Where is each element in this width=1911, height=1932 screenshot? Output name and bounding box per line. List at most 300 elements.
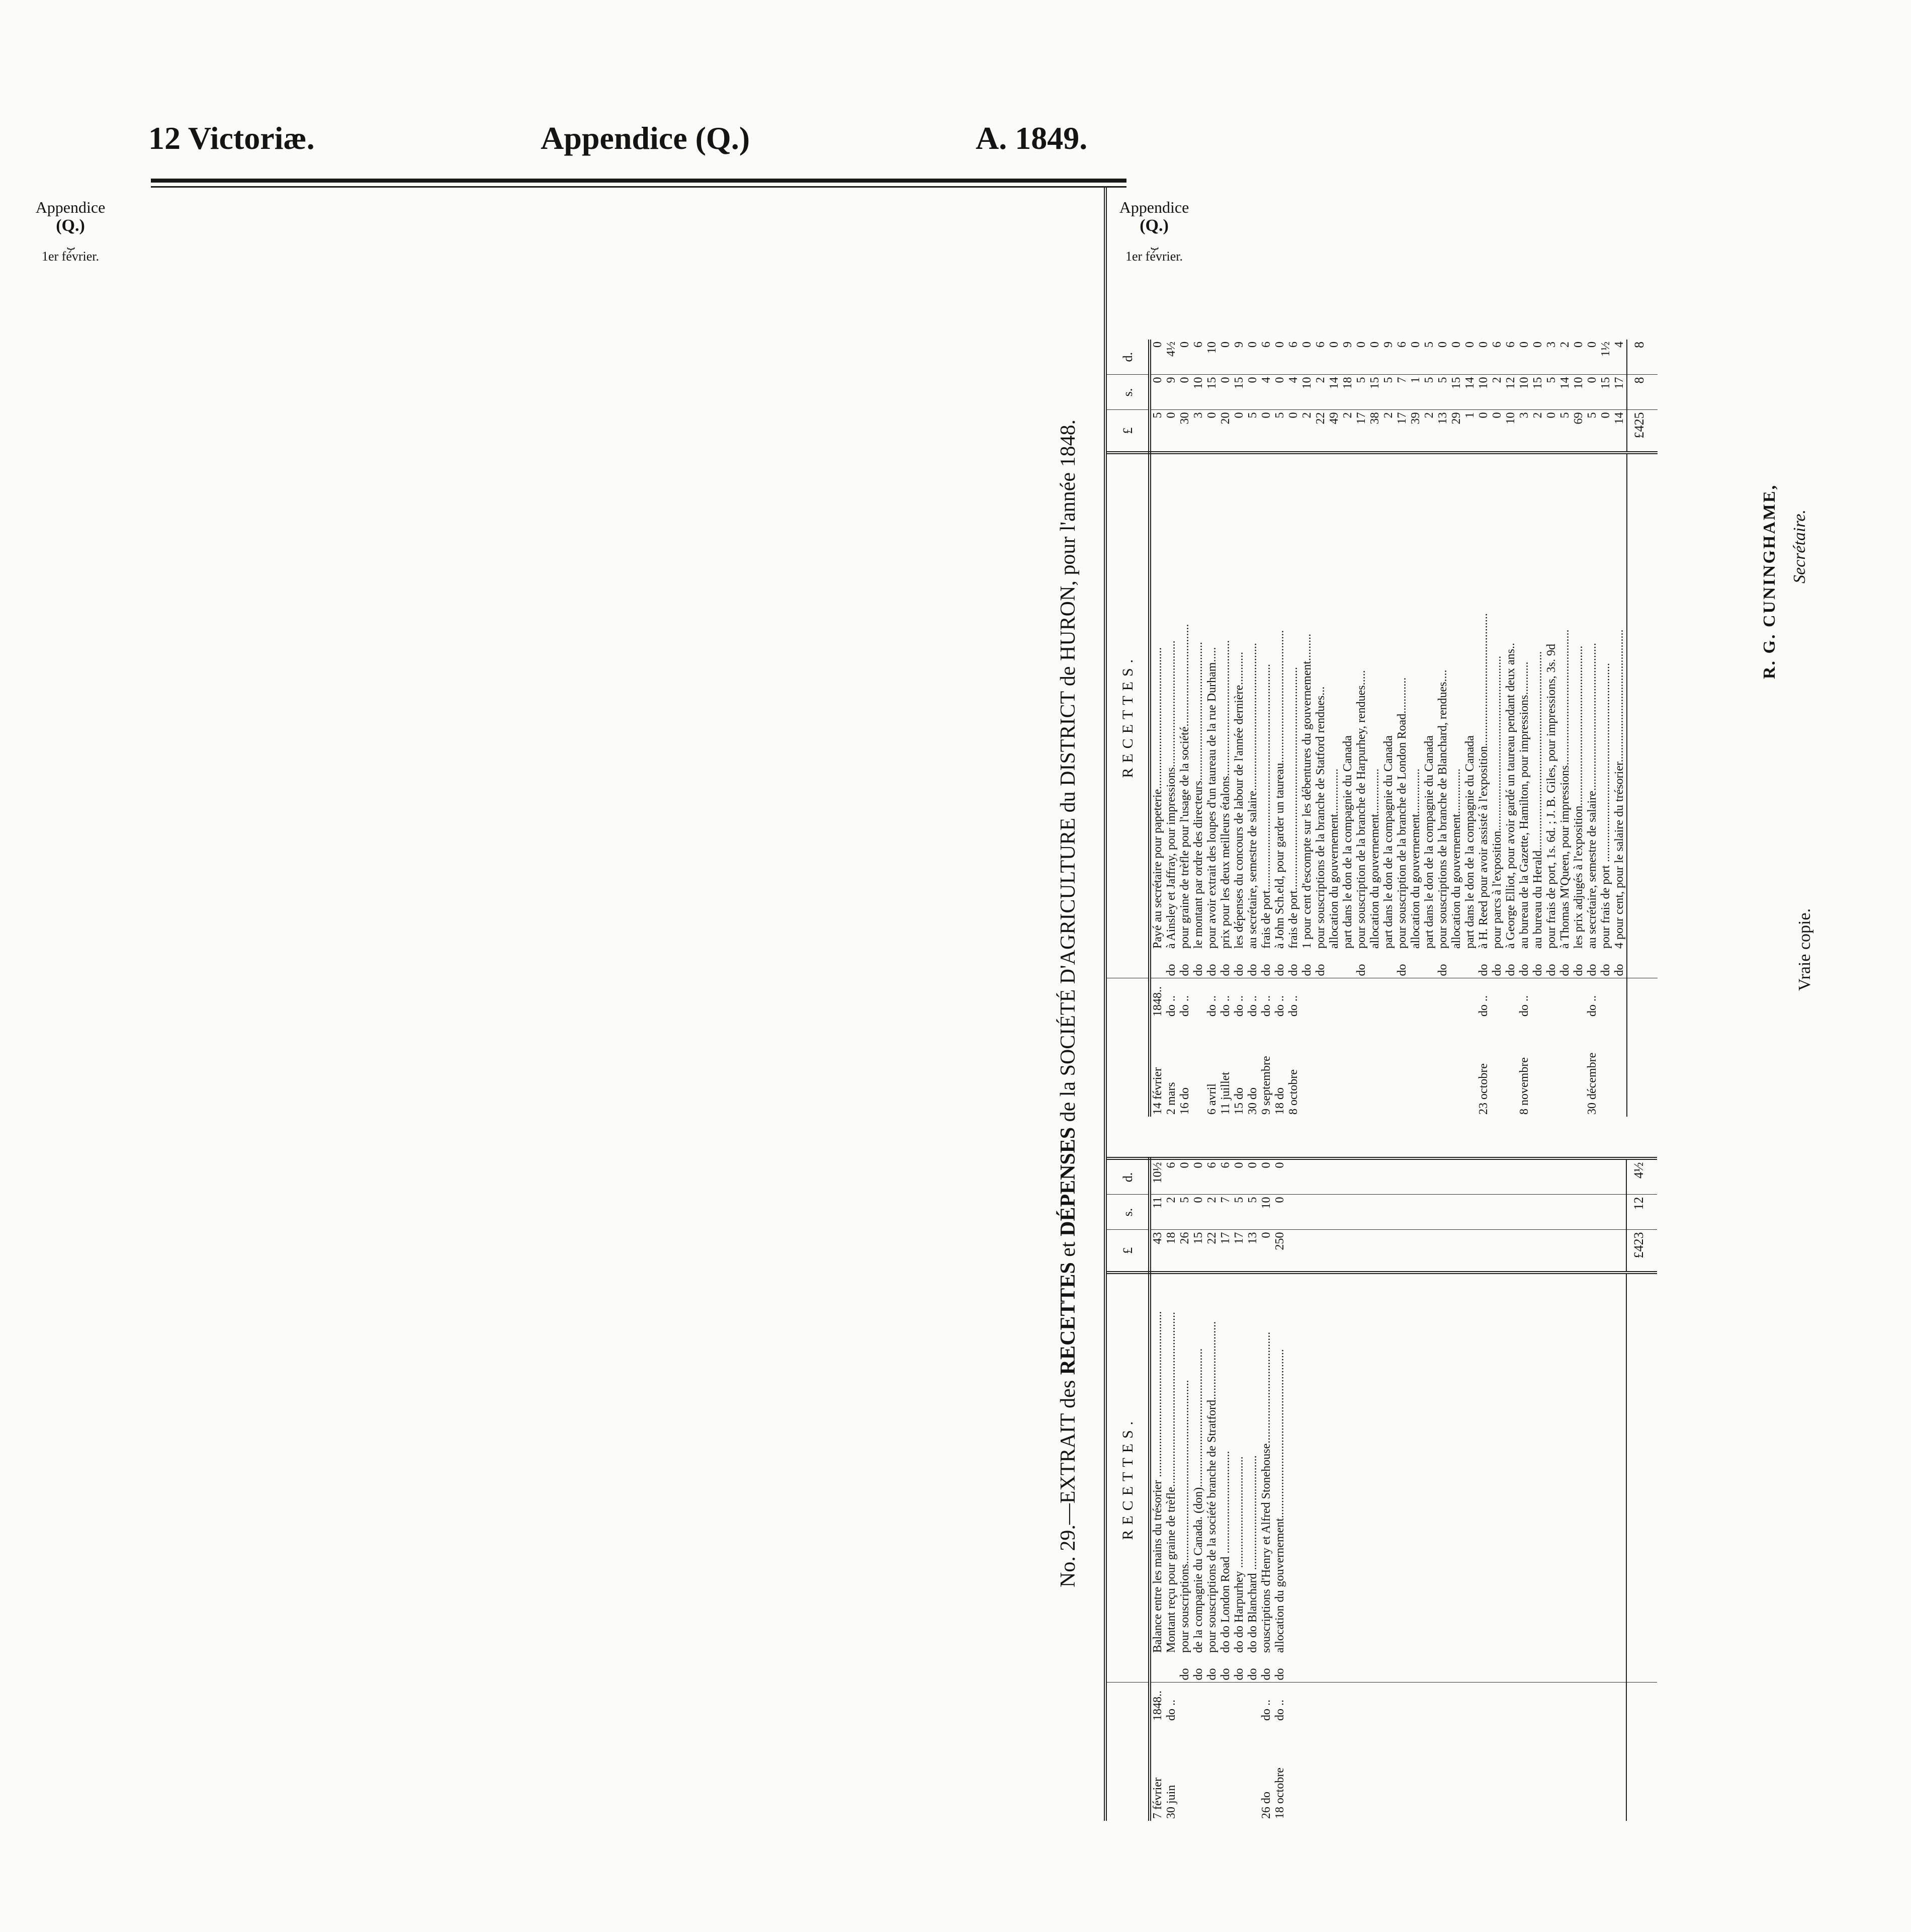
table-row [1178, 1159, 1192, 1821]
row-year [1382, 978, 1396, 1019]
spacer-cell [1545, 1230, 1558, 1273]
row-pounds: 2 [1300, 410, 1314, 453]
row-shillings: 11 [1150, 1195, 1165, 1230]
row-ditto [1423, 951, 1436, 978]
spacer-cell [1396, 1230, 1409, 1273]
spacer-cell [1463, 1273, 1477, 1655]
spacer-cell [1558, 1723, 1572, 1821]
row-ditto [1341, 951, 1355, 978]
row-date: 18 octobre [1273, 1768, 1286, 1819]
spacer-cell [1409, 1159, 1423, 1195]
row-shillings: 2 [1491, 375, 1504, 410]
spacer-cell [1382, 1273, 1396, 1655]
row-shillings: 5 [1246, 1195, 1260, 1230]
receipts-body [1150, 1159, 1657, 1821]
table-row [1613, 340, 1627, 1117]
table-row [1518, 340, 1531, 1117]
expenses-body [1150, 340, 1658, 1117]
row-shillings: 15 [1450, 375, 1463, 410]
row-ditto: do [1504, 964, 1517, 976]
margin-note-letter: (Q.) [56, 216, 85, 235]
row-pence: 0 [1273, 1159, 1287, 1195]
spacer-cell [1314, 1195, 1328, 1230]
margin-note-date: 1er février. [41, 249, 100, 264]
row-description: allocation du gouvernement............... [1450, 453, 1463, 951]
row-year [1599, 978, 1613, 1019]
spacer-cell [1382, 1195, 1396, 1230]
row-shillings: 10 [1300, 375, 1314, 410]
pence-header: d. [1107, 340, 1150, 375]
spacer-cell [1599, 1159, 1613, 1195]
row-date: 18 do [1273, 1087, 1286, 1115]
spacer-cell [1450, 1273, 1463, 1655]
spacer-cell [1300, 1230, 1314, 1273]
row-date [1314, 1019, 1328, 1117]
spacer-cell [1504, 1273, 1518, 1655]
spacer-cell [1599, 1723, 1613, 1821]
spacer-cell [1504, 1230, 1518, 1273]
table-row [1477, 340, 1491, 1117]
row-description: de la compagnie du Canada. (don).............................................. [1192, 1273, 1205, 1655]
margin-note-title: Appendice [1119, 198, 1189, 216]
spacer-cell [1531, 1273, 1545, 1655]
row-year [1300, 978, 1314, 1019]
spacer-cell [1491, 1273, 1504, 1655]
spacer-cell [1572, 1723, 1586, 1821]
row-pence: 0 [1300, 342, 1314, 348]
row-description: do do Harpurhey ..................................... [1233, 1273, 1246, 1655]
spacer-cell [1368, 1159, 1382, 1195]
row-ditto: do [1477, 964, 1490, 976]
row-date [1450, 1019, 1463, 1117]
row-date: 26 do [1260, 1792, 1273, 1819]
total-spacer [1626, 1683, 1657, 1723]
row-date [1219, 1723, 1233, 1821]
table-row [1150, 1159, 1165, 1821]
spacer-cell [1328, 1230, 1341, 1273]
spacer-cell [1409, 1230, 1423, 1273]
row-pounds: 5 [1246, 410, 1260, 453]
margin-note-left [13, 199, 128, 264]
spacer-cell [1409, 1655, 1423, 1683]
row-date: 2 mars [1165, 1082, 1178, 1115]
spacer-row [1287, 1159, 1300, 1821]
row-year: do .. [1273, 1683, 1287, 1723]
row-pence: 0 [1518, 342, 1531, 348]
row-pence: 6 [1504, 342, 1517, 348]
row-ditto: do [1219, 964, 1232, 976]
receipts-table [1107, 1157, 1657, 1821]
row-description: les prix adjugés à l'exposition..................................................... [1572, 453, 1586, 951]
spacer-cell [1355, 1273, 1368, 1655]
row-description: pour frais de port, 1s. 6d. ; J. B. Giles, pour impressions, 3s. 9d [1545, 453, 1558, 951]
table-row [1314, 340, 1328, 1117]
header-rule-thin [151, 186, 1126, 188]
spacer-row [1314, 1159, 1328, 1821]
row-date: 30 juin [1165, 1785, 1178, 1819]
spacer-cell [1355, 1195, 1368, 1230]
spacer-cell [1572, 1230, 1586, 1273]
spacer-cell [1599, 1195, 1613, 1230]
spacer-row [1463, 1159, 1477, 1821]
spacer-cell [1396, 1273, 1409, 1655]
table-row [1355, 340, 1368, 1117]
row-date [1205, 1723, 1219, 1821]
table-row [1300, 340, 1314, 1117]
row-date: 8 octobre [1287, 1069, 1300, 1115]
row-pounds: 0 [1545, 410, 1558, 453]
spacer-cell [1287, 1159, 1300, 1195]
table-row [1219, 340, 1233, 1117]
title-suffix: de la SOCIÉTÉ D'AGRICULTURE du DISTRICT de HURON, pour l'année 1848. [1057, 419, 1080, 1127]
row-pounds: 5 [1273, 410, 1287, 453]
spacer-cell [1423, 1273, 1436, 1655]
spacer-row [1558, 1159, 1572, 1821]
row-description: Balance entre les mains du trésorier ....................................................... [1150, 1273, 1165, 1655]
row-shillings: 4 [1260, 375, 1273, 410]
spacer-cell [1423, 1683, 1436, 1723]
spacer-cell [1558, 1230, 1572, 1273]
row-year: do .. [1586, 978, 1599, 1019]
spacer-cell [1558, 1683, 1572, 1723]
row-date [1328, 1019, 1341, 1117]
spacer-cell [1436, 1230, 1450, 1273]
spacer-cell [1545, 1195, 1558, 1230]
spacer-cell [1613, 1723, 1626, 1821]
signatory-title: Secrétaire. [1790, 510, 1809, 583]
margin-note-date: 1er février. [1125, 249, 1183, 264]
spacer-cell [1314, 1683, 1328, 1723]
spacer-cell [1504, 1655, 1518, 1683]
spacer-cell [1396, 1655, 1409, 1683]
row-date [1300, 1019, 1314, 1117]
row-pounds: 20 [1219, 410, 1233, 453]
spacer-cell [1613, 1273, 1626, 1655]
row-date [1558, 1019, 1572, 1117]
table-row [1599, 340, 1613, 1117]
row-ditto: do [1355, 964, 1368, 976]
row-pence: 2 [1558, 342, 1572, 348]
running-head-left: 12 Victoriæ. [148, 120, 315, 156]
spacer-cell [1341, 1230, 1355, 1273]
spacer-cell [1355, 1683, 1368, 1723]
row-pence: 0 [1219, 342, 1232, 348]
row-pounds: 0 [1260, 410, 1273, 453]
row-description: part dans le don de la compagnie du Canada [1463, 453, 1477, 951]
spacer-cell [1314, 1655, 1328, 1683]
row-ditto [1165, 1655, 1178, 1683]
row-date [1504, 1019, 1518, 1117]
title-prefix: No. 29.—EXTRAIT des [1057, 1375, 1080, 1588]
row-ditto [1463, 951, 1477, 978]
table-row [1165, 340, 1178, 1117]
spacer-cell [1355, 1723, 1368, 1821]
row-ditto: do [1233, 1668, 1246, 1681]
row-date [1192, 1019, 1205, 1117]
spacer-row [1599, 1159, 1613, 1821]
row-pounds: 0 [1599, 410, 1613, 453]
spacer-cell [1368, 1683, 1382, 1723]
pence-header: d. [1107, 1159, 1150, 1195]
spacer-cell [1450, 1683, 1463, 1723]
spacer-cell [1504, 1195, 1518, 1230]
spacer-cell [1572, 1195, 1586, 1230]
row-description: à H. Reed pour avoir assisté à l'exposition............................................ [1477, 453, 1491, 951]
table-row [1246, 1159, 1260, 1821]
spacer-row [1518, 1159, 1531, 1821]
row-date [1423, 1019, 1436, 1117]
row-ditto: do [1178, 964, 1191, 976]
row-description: pour graine de trèfle pour l'usage de la société.................................. [1178, 453, 1192, 951]
row-pence: 0 [1477, 342, 1490, 348]
row-pounds: 5 [1558, 410, 1572, 453]
spacer-cell [1599, 1230, 1613, 1273]
row-shillings: 5 [1423, 375, 1436, 410]
spacer-cell [1396, 1195, 1409, 1230]
row-ditto: do [1572, 964, 1585, 976]
spacer-cell [1314, 1273, 1328, 1655]
spacer-cell [1328, 1273, 1341, 1655]
spacer-cell [1300, 1273, 1314, 1655]
row-description: frais de port........................................................................... [1260, 453, 1273, 951]
row-shillings: 4 [1287, 375, 1300, 410]
spacer-cell [1504, 1683, 1518, 1723]
spacer-cell [1409, 1683, 1423, 1723]
row-pounds: 13 [1246, 1230, 1260, 1273]
spacer-cell [1463, 1159, 1477, 1195]
table-row [1531, 340, 1545, 1117]
row-year: do .. [1246, 978, 1260, 1019]
row-description: Montant reçu pour graine de trèfle.......................................................... [1165, 1273, 1178, 1655]
row-ditto [1382, 951, 1396, 978]
spacer-cell [1314, 1159, 1328, 1195]
row-shillings: 0 [1586, 375, 1599, 410]
row-ditto [1150, 951, 1165, 978]
spacer-row [1368, 1159, 1382, 1821]
title-recettes: RECETTES [1057, 1262, 1080, 1375]
row-ditto: do [1558, 964, 1572, 976]
receipts-heading: RECETTES. [1107, 1273, 1150, 1683]
table-row [1205, 1159, 1219, 1821]
spacer-cell [1599, 1273, 1613, 1655]
spacer-cell [1300, 1195, 1314, 1230]
spacer-cell [1558, 1655, 1572, 1683]
table-row [1545, 340, 1558, 1117]
spacer-cell [1396, 1683, 1409, 1723]
spacer-cell [1436, 1723, 1450, 1821]
row-pence: 0 [1586, 342, 1599, 348]
spacer-row [1436, 1159, 1450, 1821]
row-year [1463, 978, 1477, 1019]
spacer-cell [1341, 1159, 1355, 1195]
row-date [1382, 1019, 1396, 1117]
row-description: pour avoir extrait des loupes d'un taureau de la rue Durham..... [1205, 453, 1219, 951]
row-shillings: 5 [1355, 375, 1368, 410]
row-pounds: 2 [1341, 410, 1355, 453]
table-row [1463, 340, 1477, 1117]
row-year [1504, 978, 1518, 1019]
title-mid: et [1057, 1236, 1080, 1263]
table-row [1382, 340, 1396, 1117]
row-ditto: do [1165, 964, 1178, 976]
row-description: les dépenses du concours de labour de l'année dernière........... [1233, 453, 1246, 951]
row-year: do .. [1165, 1683, 1178, 1723]
spacer-cell [1545, 1655, 1558, 1683]
row-pence: 6 [1287, 342, 1300, 348]
row-shillings: 15 [1233, 375, 1246, 410]
row-pence: 4 [1613, 342, 1626, 348]
table-row [1341, 340, 1355, 1117]
row-ditto: do [1531, 964, 1544, 976]
row-year [1572, 978, 1586, 1019]
row-pounds: 2 [1423, 410, 1436, 453]
row-pounds: 2 [1382, 410, 1396, 453]
row-ditto [1328, 951, 1341, 978]
spacer-cell [1572, 1273, 1586, 1655]
row-pence: 0 [1246, 342, 1259, 348]
spacer-cell [1423, 1655, 1436, 1683]
row-shillings: 9 [1165, 375, 1178, 410]
spacer-cell [1477, 1655, 1491, 1683]
row-pence: 5 [1423, 342, 1436, 348]
row-shillings: 7 [1219, 1195, 1233, 1230]
row-ditto: do [1545, 964, 1558, 976]
total-pence: 4½ [1626, 1159, 1657, 1195]
row-pounds: 17 [1355, 410, 1368, 453]
row-pounds: 17 [1219, 1230, 1233, 1273]
row-year: do .. [1165, 978, 1178, 1019]
row-ditto: do [1491, 964, 1504, 976]
row-pence: 0 [1355, 342, 1368, 348]
row-description: allocation du gouvernement........................................................ [1273, 1273, 1287, 1655]
row-shillings: 15 [1599, 375, 1613, 410]
row-date: 15 do [1233, 1087, 1246, 1115]
rotated-statement [1056, 186, 1911, 1821]
row-pence: 0 [1233, 1159, 1246, 1195]
spacer-cell [1504, 1723, 1518, 1821]
spacer-cell [1341, 1723, 1355, 1821]
table-row [1504, 340, 1518, 1117]
row-pounds: 0 [1165, 410, 1178, 453]
table-row [1192, 1159, 1205, 1821]
row-year [1328, 978, 1341, 1019]
row-ditto [1150, 1655, 1165, 1683]
row-ditto: do [1260, 1668, 1273, 1681]
row-date [1545, 1019, 1558, 1117]
row-pounds: 39 [1409, 410, 1423, 453]
total-pounds: £425 [1627, 410, 1658, 453]
row-shillings: 17 [1613, 375, 1627, 410]
spacer-cell [1450, 1655, 1463, 1683]
row-shillings: 0 [1150, 375, 1165, 410]
row-date [1341, 1019, 1355, 1117]
spacer-cell [1409, 1273, 1423, 1655]
row-date [1355, 1019, 1368, 1117]
row-pounds: 30 [1178, 410, 1192, 453]
row-pence: 6 [1396, 342, 1409, 348]
row-pounds: 69 [1572, 410, 1586, 453]
spacer-cell [1287, 1230, 1300, 1273]
row-year [1314, 978, 1328, 1019]
row-pounds: 13 [1436, 410, 1450, 453]
row-year [1341, 978, 1355, 1019]
spacer-cell [1423, 1195, 1436, 1230]
row-ditto: do [1205, 964, 1219, 976]
table-row [1260, 340, 1273, 1117]
row-shillings: 5 [1436, 375, 1450, 410]
row-ditto: do [1300, 964, 1314, 976]
row-pence: 9 [1382, 342, 1395, 348]
spacer-cell [1368, 1655, 1382, 1683]
row-year [1355, 978, 1368, 1019]
table-row [1205, 340, 1219, 1117]
row-pence: 0 [1273, 342, 1286, 348]
row-pence: 4½ [1165, 342, 1178, 357]
spacer-cell [1450, 1230, 1463, 1273]
spacer-cell [1504, 1159, 1518, 1195]
shilling-header: s. [1107, 1195, 1150, 1230]
running-head-center: Appendice (Q.) [541, 120, 750, 156]
row-year: do .. [1178, 978, 1192, 1019]
spacer-row [1545, 1159, 1558, 1821]
row-pence: 10 [1205, 342, 1219, 354]
row-description: part dans le don de la compagnie du Canada [1382, 453, 1396, 951]
row-date [1396, 1019, 1409, 1117]
title-depenses: DÉPENSES [1057, 1127, 1080, 1236]
spacer-cell [1328, 1723, 1341, 1821]
spacer-cell [1328, 1655, 1341, 1683]
spacer-cell [1355, 1159, 1368, 1195]
row-year [1219, 1683, 1233, 1723]
row-ditto [1450, 951, 1463, 978]
total-row [1627, 340, 1658, 1117]
row-pence: 6 [1219, 1159, 1233, 1195]
spacer-cell [1463, 1683, 1477, 1723]
row-description: le montant par ordre des directeurs.............................................. [1192, 453, 1205, 951]
row-date [1246, 1723, 1260, 1821]
spacer-row [1341, 1159, 1355, 1821]
table-row [1273, 1159, 1287, 1821]
spacer-cell [1368, 1723, 1382, 1821]
spacer-cell [1423, 1723, 1436, 1821]
row-ditto: do [1219, 1668, 1232, 1681]
spacer-cell [1287, 1655, 1300, 1683]
row-shillings: 10 [1518, 375, 1531, 410]
row-date [1572, 1019, 1586, 1117]
header-rule-thick [151, 179, 1126, 183]
row-pence: 10½ [1150, 1159, 1165, 1195]
row-description: au bureau du Herald.................................................................. [1531, 453, 1545, 951]
table-row [1328, 340, 1341, 1117]
spacer-row [1477, 1159, 1491, 1821]
row-pence: 6 [1260, 342, 1273, 348]
row-year [1233, 1683, 1246, 1723]
row-year [1423, 978, 1436, 1019]
brace-icon: ⏟ [1151, 234, 1158, 249]
spacer-cell [1531, 1655, 1545, 1683]
row-date [1436, 1019, 1450, 1117]
signatory-name: R. G. CUNINGHAME, [1760, 483, 1779, 679]
spacer-cell [1491, 1655, 1504, 1683]
table-row [1260, 1159, 1273, 1821]
total-shillings: 12 [1626, 1195, 1657, 1230]
spacer-cell [1572, 1683, 1586, 1723]
spacer-cell [1287, 1683, 1300, 1723]
total-spacer [1626, 1655, 1657, 1683]
spacer-row [1382, 1159, 1396, 1821]
spacer-cell [1531, 1723, 1545, 1821]
row-pence: 0 [1328, 342, 1341, 348]
